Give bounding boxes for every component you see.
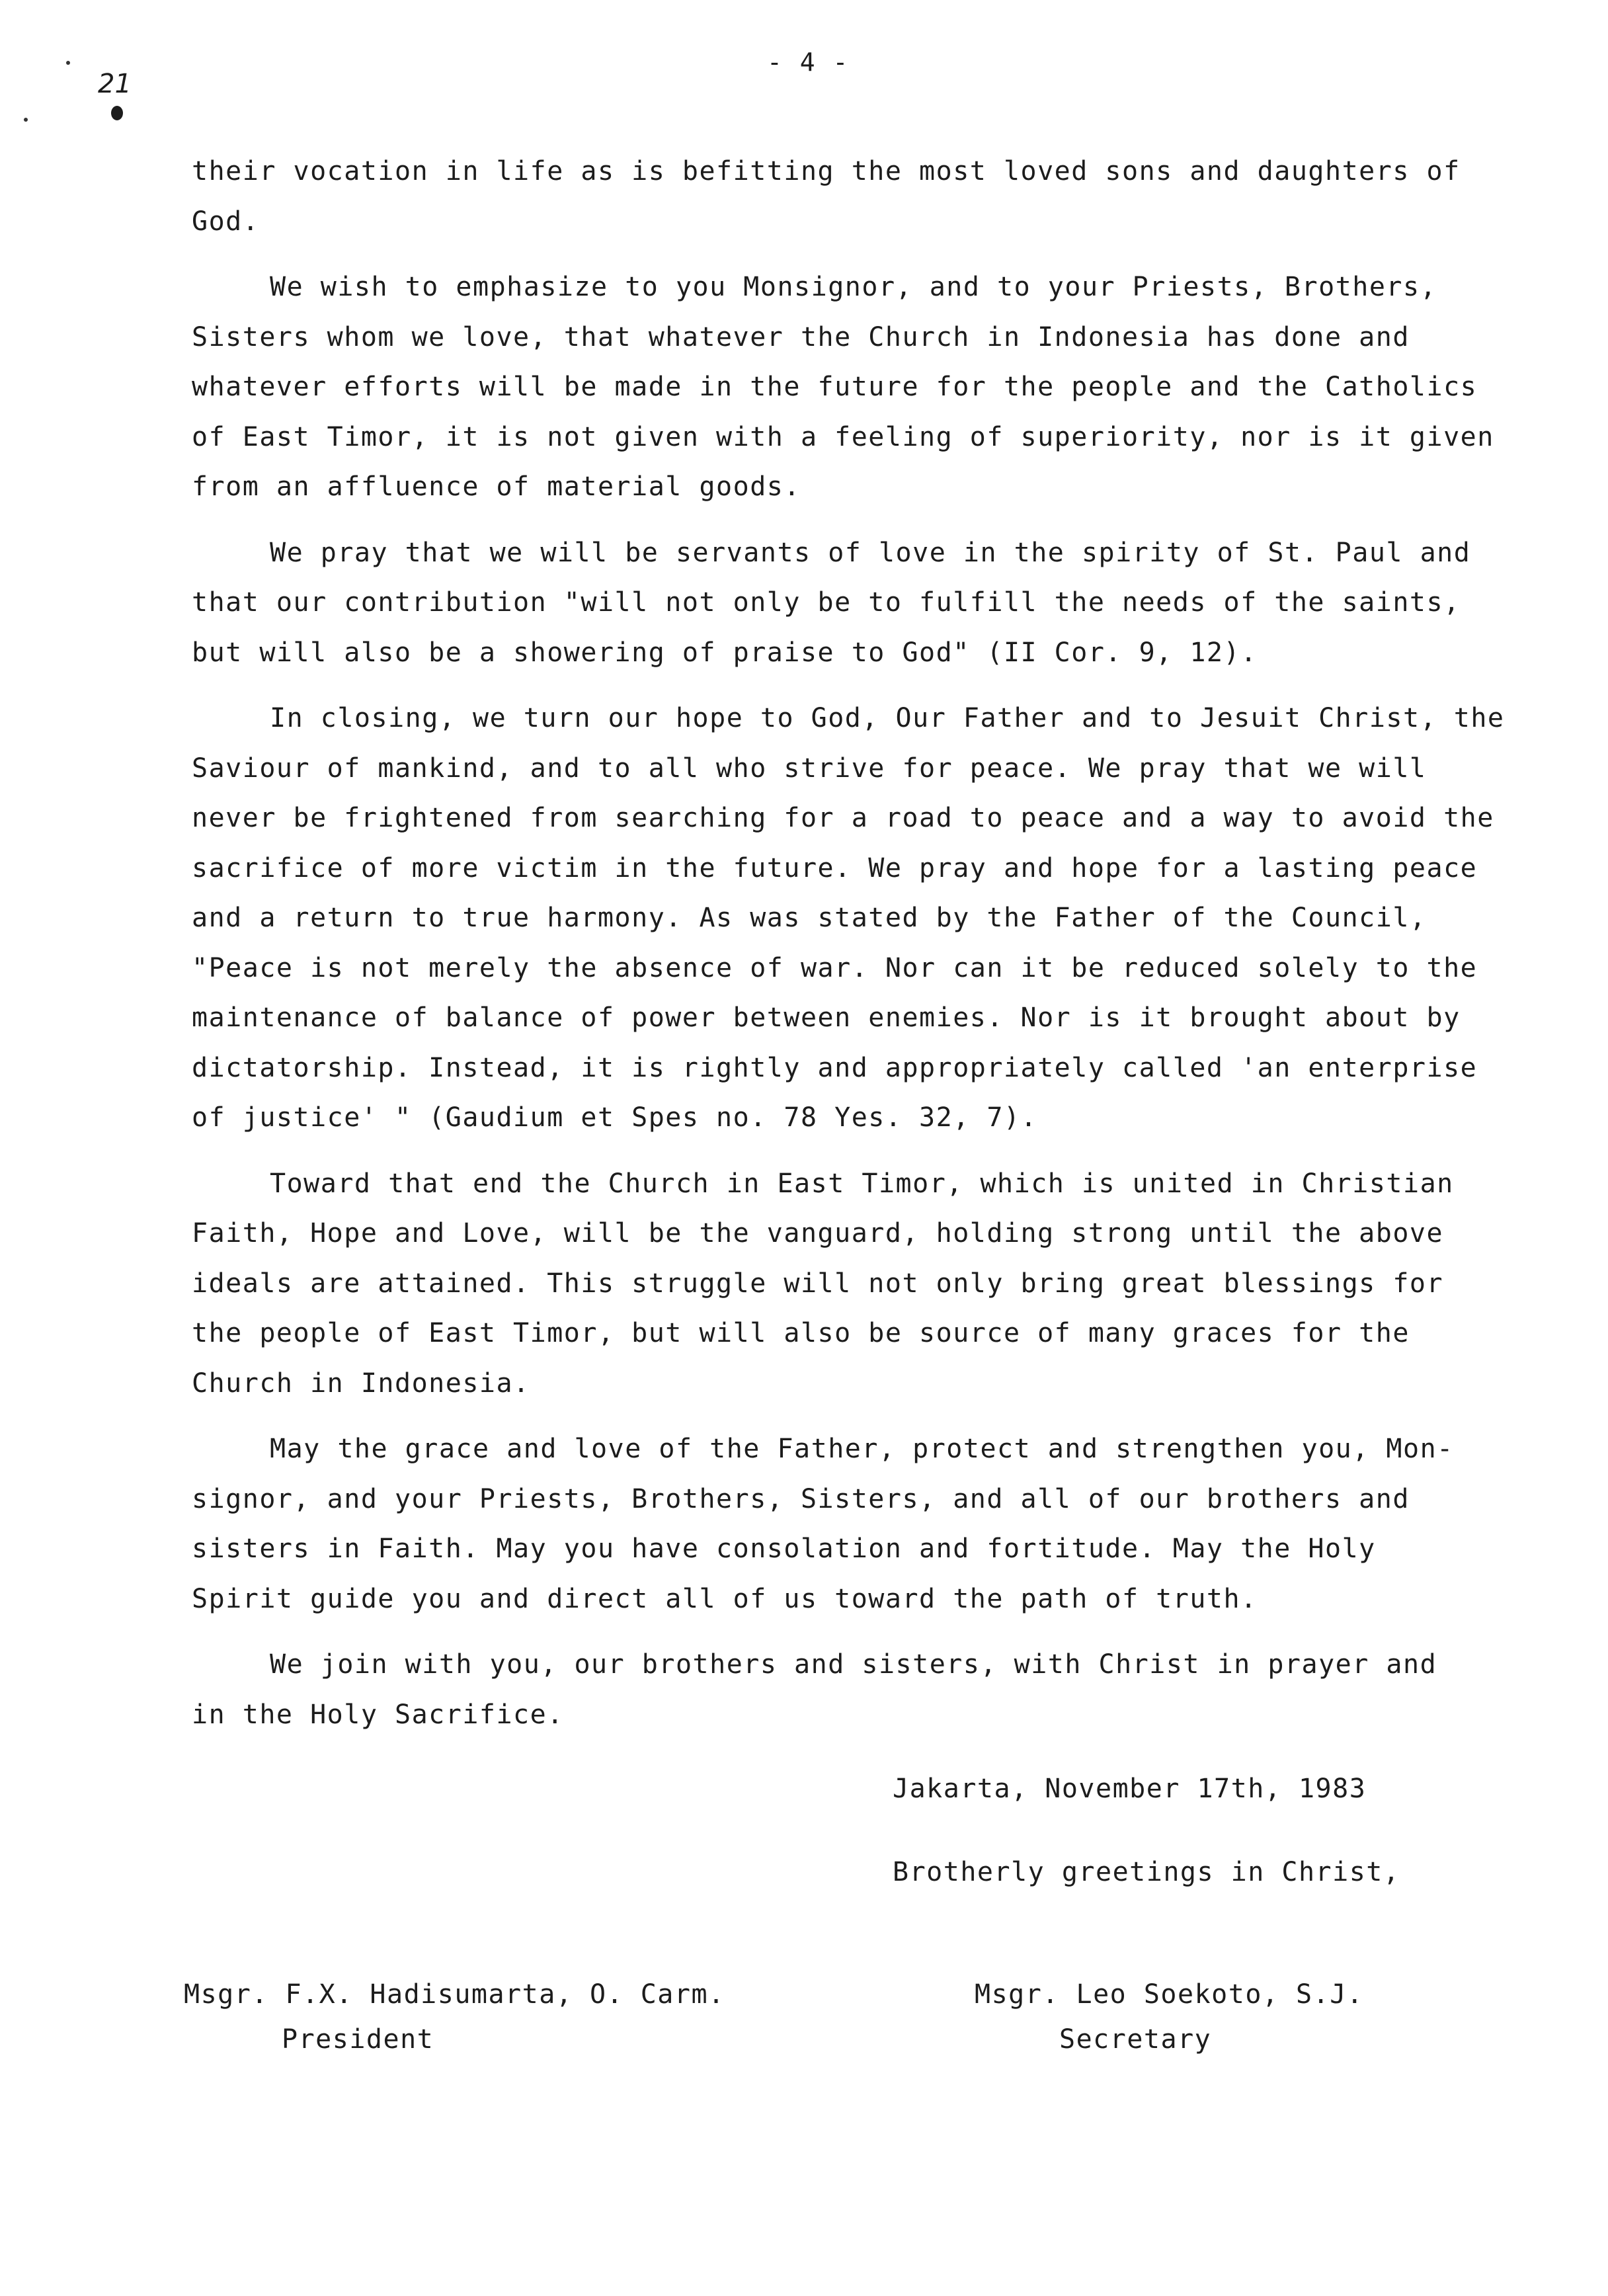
margin-speck [24, 118, 28, 122]
signature-block-secretary [975, 1972, 1363, 2062]
signatory-title: President [282, 2024, 434, 2055]
signatory-name: Msgr. Leo Soekoto, S.J. [975, 1979, 1364, 2010]
closing-greeting: Brotherly greetings in Christ, [893, 1857, 1400, 1887]
paragraph: We pray that we will be servants of love in the spirity of St. Paul and that our contribution "will not only be to fulfill the needs of the saints, but will also be a showering of praise to God" (II Cor. 9, 12). [192, 537, 1471, 668]
letter-body [192, 147, 1514, 1756]
page-number: - 4 - [767, 48, 850, 77]
handwritten-margin-note: 21 [98, 69, 132, 99]
signatory-name: Msgr. F.X. Hadisumarta, O. Carm. [184, 1979, 725, 2010]
paragraph: In closing, we turn our hope to God, Our Father and to Jesuit Christ, the Saviour of mankind, and to all who strive for peace. We pray that we will never be frightened from searching for a road to peace and a way to avoid the sacrifice of more victim in the future. We pray and hope for a lasting peace and a return to true harmony. As was stated by the Father of the Council, "Peace is not merely the absence of war. Nor can it be reduced solely to the maintenance of balance of power between enemies. Nor is it brought about by dictatorship. Instead, it is rightly and appropriately called 'an enterprise of justice' " (Gaudium et Spes no. 78 Yes. 32, 7). [192, 703, 1505, 1133]
place-and-date: Jakarta, November 17th, 1983 [893, 1774, 1367, 1804]
margin-speck [66, 61, 70, 65]
paragraph-continuation: their vocation in life as is befitting the most loved sons and daughters of God. [192, 156, 1461, 237]
paragraph: We join with you, our brothers and sisters, with Christ in prayer and in the Holy Sacrifice. [192, 1649, 1437, 1730]
paragraph: We wish to emphasize to you Monsignor, and to your Priests, Brothers, Sisters whom we love, that whatever the Church in Indonesia has done and whatever efforts will be made in the future for the people and the Catholics of East Timor, it is not given with a feeling of superiority, nor is it given from an affluence of material goods. [192, 272, 1494, 502]
paragraph: May the grace and love of the Father, protect and strengthen you, Mon- signor, and your Priests, Brothers, Sisters, and all of our brothers and sisters in Faith. May you have consolation and fortitude. May the Holy Spirit guide you and direct all of us toward the path of truth. [192, 1434, 1454, 1614]
signature-block-president [184, 1972, 725, 2062]
paragraph: Toward that end the Church in East Timor, which is united in Christian Faith, Hope and Love, will be the vanguard, holding strong until the above ideals are attained. This struggle will not only bring great blessings for the people of East Timor, but will also be source of many graces for the Church in Indonesia. [192, 1168, 1454, 1399]
ink-mark [111, 106, 123, 120]
signatory-title: Secretary [1059, 2024, 1212, 2055]
